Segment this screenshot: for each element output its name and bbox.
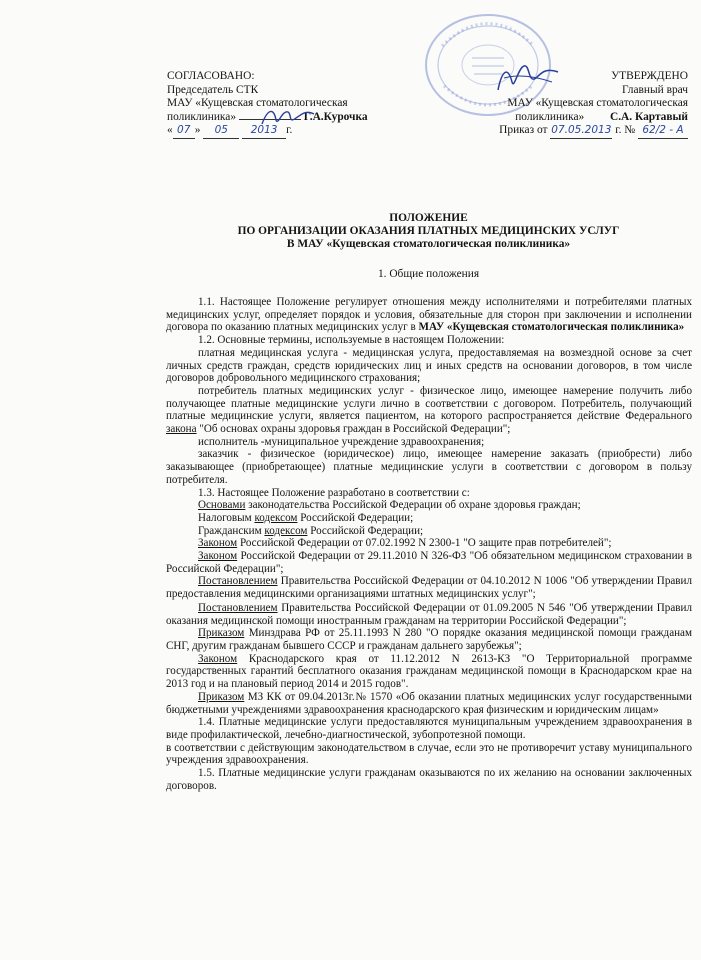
- paragraph-1-2: 1.2. Основные термины, используемые в настоящем Положении:: [198, 334, 505, 347]
- agreed-signature-line: поликлиника» Г.А.Курочка: [167, 110, 368, 123]
- approved-order-line: Приказ от 07.05.2013 г. № 62/2 - А: [470, 124, 688, 139]
- approved-org: МАУ «Кущевская стоматологическая: [507, 97, 688, 110]
- approved-signature-line: поликлиника» С.А. Картавый: [515, 110, 688, 123]
- approved-order-date: 07.05.2013: [550, 124, 612, 139]
- paragraph-1-1: 1.1. Настоящее Положение регулирует отношения между исполнителями и потребителями платных медицинских услуг, определяет порядок и условия, обязательные для сторон при заключении и исполнении договора по оказанию платных медицинских услуг в МАУ «Кущевская стоматологическая поликлиника»: [166, 296, 692, 334]
- agreed-signer-name: Г.А.Курочка: [303, 110, 368, 123]
- law-ref-3: Гражданским кодексом Российской Федерации;: [198, 524, 424, 537]
- law-ref-10: Приказом МЗ КК от 09.04.2013г.№ 1570 «Об оказании платных медицинских услуг государственными бюджетными учреждениями здравоохранения краснодарского края физическим и юридическим лицам»: [166, 690, 692, 716]
- term-paid-service: платная медицинская услуга - медицинская услуга, предоставляемая на возмездной основе за счет личных средств граждан, средств юридических лиц и иных средств на основании договоров, в том числе договоров добровольного медицинского страхования;: [166, 346, 692, 385]
- term-executor: исполнитель -муниципальное учреждение здравоохранения;: [198, 435, 485, 448]
- paragraph-1-5: 1.5. Платные медицинские услуги гражданам оказываются по их желанию на основании заключенных договоров.: [166, 767, 692, 792]
- law-ref-6: Постановлением Правительства Российской Федерации от 04.10.2012 N 1006 "Об утверждении Правил предоставления медицинскими организациями штатных медицинских услуг";: [166, 575, 693, 601]
- agreed-label: СОГЛАСОВАНО:: [167, 70, 255, 82]
- agreed-position: Председатель СТК: [167, 83, 259, 96]
- law-ref-8: Приказом Минздрава РФ от 25.11.1993 N 280 "О порядке оказания медицинской помощи гражданам СНГ, другим гражданам бывшего СССР и гражданам дальнего зарубежья";: [166, 627, 692, 652]
- approved-label: УТВЕРЖДЕНО: [611, 70, 688, 82]
- law-ref-1: Основами законодательства Российской Федерации об охране здоровья граждан;: [198, 499, 581, 512]
- section-heading: 1. Общие положения: [377, 268, 480, 280]
- paragraph-1-4: 1.4. Платные медицинские услуги предоставляются муниципальным учреждением здравоохранения в виде профилактической, лечебно-диагностической, зубопротезной помощи.: [166, 716, 692, 741]
- law-ref-5: Законом Российской Федерации от 29.11.2010 N 326-ФЗ "Об обязательном медицинском страховании в Российской Федерации";: [166, 550, 692, 575]
- approved-order-number: 62/2 - А: [638, 124, 688, 139]
- paragraph-1-4-cont: в соответствии с действующим законодательством в случае, если это не противоречит уставу муниципального учреждения здравоохранения.: [166, 741, 692, 767]
- agreed-date-year: 2013: [242, 124, 286, 139]
- agreed-date-line: « 07 » 05 2013 г.: [167, 124, 397, 139]
- agreed-org: МАУ «Кущевская стоматологическая: [167, 97, 348, 110]
- agreed-date-month: 05: [203, 124, 239, 139]
- signature-right: [494, 60, 564, 96]
- document-title: ПОЛОЖЕНИЕ ПО ОРГАНИЗАЦИИ ОКАЗАНИЯ ПЛАТНЫХ МЕДИЦИНСКИХ УСЛУГ В МАУ «Кущевская стоматологическая поликлиника»: [237, 212, 620, 251]
- law-ref-4: Законом Российской Федерации от 07.02.1992 N 2300-1 "О защите прав потребителей";: [198, 537, 612, 550]
- approved-position: Главный врач: [622, 83, 688, 96]
- term-consumer: потребитель платных медицинских услуг - физическое лицо, имеющее намерение получить либо получающее платные медицинские услуги лично в соответствии с договором. Потребитель, получающий платные медицинские услуги, является пациентом, на которого распространяется действие Федерального закона "Об основах охраны здоровья граждан в Российской Федерации";: [166, 384, 692, 436]
- paragraph-1-3: 1.3. Настоящее Положение разработано в соответствии с:: [198, 486, 470, 499]
- agreed-date-day: 07: [173, 124, 195, 139]
- law-ref-9: Законом Краснодарского края от 11.12.2012 N 2613-КЗ "О Территориальной программе государственных гарантий бесплатного оказания гражданам медицинской помощи в Краснодарском крае на 2013 год и на плановый период 2014 и 2015 годов".: [166, 652, 692, 691]
- signature-left: [258, 104, 320, 130]
- approved-signer-name: С.А. Картавый: [609, 110, 688, 123]
- law-ref-2: Налоговым кодексом Российской Федерации;: [198, 511, 414, 524]
- term-customer: заказчик - физическое (юридическое) лицо, имеющее намерение заказать (приобрести) либо заказывающее (приобретающее) платные медицинские услуги в соответствии с договором в пользу потребителя.: [166, 448, 692, 486]
- document-body: [166, 296, 692, 792]
- law-ref-7: Постановлением Правительства Российской Федерации от 01.09.2005 N 546 "Об утверждении Правил оказания медицинской помощи иностранным гражданам на территории Российской Федерации";: [166, 601, 692, 627]
